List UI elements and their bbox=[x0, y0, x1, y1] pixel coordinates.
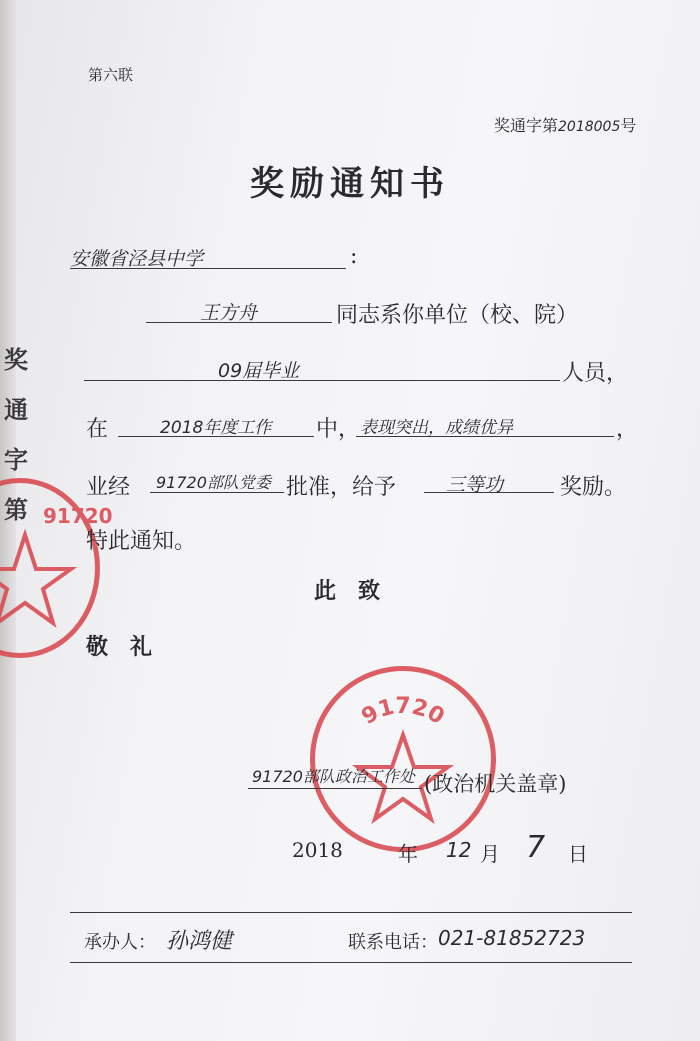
approver: 91720部队党委 bbox=[156, 473, 271, 492]
seal-number-main: 91720 bbox=[357, 694, 449, 730]
award-underline bbox=[424, 492, 554, 493]
period-underline bbox=[118, 436, 314, 437]
edge-char: 奖 bbox=[4, 345, 28, 374]
handler-name: 孙鸿健 bbox=[166, 929, 233, 954]
issuer-underline bbox=[248, 788, 422, 789]
person-name: 王方舟 bbox=[200, 302, 258, 324]
recipient-unit: 安徽省泾县中学 bbox=[70, 248, 204, 270]
recipient-colon: : bbox=[350, 244, 358, 269]
footer-rule-top bbox=[70, 912, 632, 913]
footer-rule-bottom bbox=[70, 962, 632, 963]
personnel-underline bbox=[84, 380, 560, 381]
award: 三等功 bbox=[446, 474, 504, 496]
official-seal bbox=[310, 666, 496, 852]
reason: 表现突出，成绩优异 bbox=[360, 418, 513, 438]
salutation-1: 此 致 bbox=[314, 578, 381, 604]
salutation-2: 敬 礼 bbox=[86, 634, 153, 660]
line4-prefix: 业经 bbox=[86, 475, 131, 500]
approver-underline bbox=[150, 492, 284, 493]
issuer-note: (政治机关盖章) bbox=[424, 772, 567, 796]
issuer: 91720部队政治工作处 bbox=[252, 767, 415, 786]
svg-text:91720 bbox=[358, 694, 449, 730]
doc-number-prefix: 奖通字第 bbox=[494, 116, 559, 135]
date-month: 12 bbox=[446, 838, 472, 862]
document-number bbox=[494, 113, 636, 136]
edge-char: 通 bbox=[4, 395, 28, 424]
reason-underline bbox=[356, 436, 614, 437]
document-title: 奖励通知书 bbox=[250, 164, 450, 204]
edge-char: 第 bbox=[4, 495, 28, 524]
edge-char: 字 bbox=[4, 445, 28, 474]
date-year: 2018 bbox=[292, 838, 343, 862]
serial-label: 第六联 bbox=[88, 66, 134, 84]
line4-mid: 批准，给予 bbox=[286, 475, 397, 500]
closing-text: 特此通知。 bbox=[86, 529, 197, 554]
personnel-type: 09届毕业 bbox=[218, 360, 300, 382]
date-day-char: 日 bbox=[568, 842, 588, 866]
phone-value: 021-81852723 bbox=[438, 926, 586, 950]
date-day: 7 bbox=[526, 830, 546, 865]
line3-mid: 中， bbox=[316, 417, 361, 442]
line4-suffix: 奖励。 bbox=[560, 475, 627, 500]
date-year-char: 年 bbox=[398, 842, 418, 866]
line1-text: 同志系你单位（校、院） bbox=[336, 303, 579, 328]
phone-label: 联系电话： bbox=[348, 932, 438, 953]
date-month-char: 月 bbox=[480, 842, 500, 866]
handler-label: 承办人： bbox=[84, 932, 156, 953]
line3-suffix: ， bbox=[616, 417, 639, 442]
period: 2018年度工作 bbox=[160, 418, 272, 438]
recipient-underline bbox=[70, 268, 346, 269]
seal-number: 91720 bbox=[43, 504, 113, 528]
line2-text: 人员， bbox=[562, 361, 629, 386]
name-underline bbox=[146, 322, 332, 323]
line3-prefix: 在 bbox=[86, 417, 109, 442]
doc-number-suffix: 号 bbox=[620, 116, 637, 135]
doc-number-value: 2018005 bbox=[558, 119, 621, 135]
